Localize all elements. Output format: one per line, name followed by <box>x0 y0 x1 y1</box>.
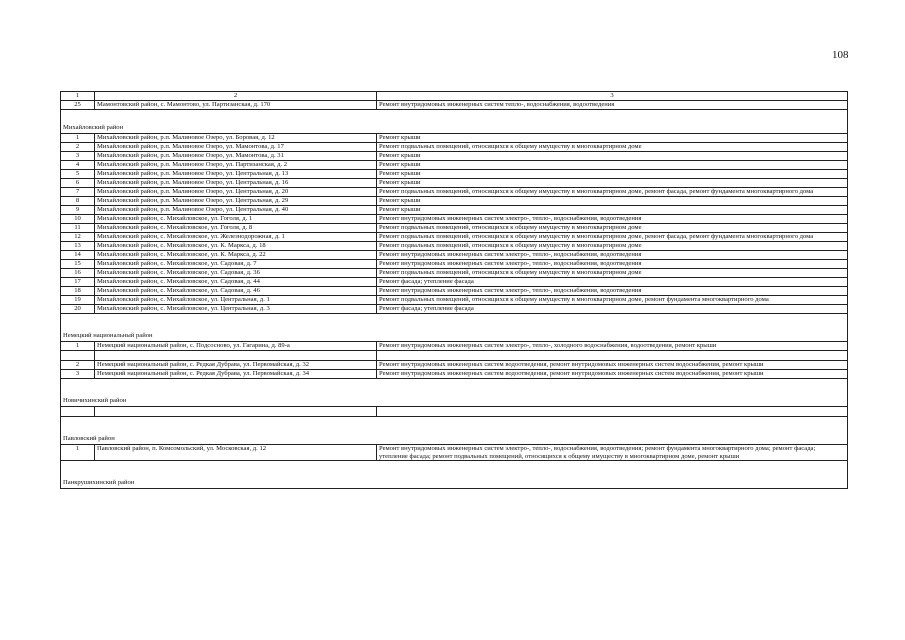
row-work-type: Ремонт крыши <box>377 196 848 205</box>
blank-cell <box>61 406 95 416</box>
table-row <box>61 160 848 169</box>
row-work-type: Ремонт крыши <box>377 160 848 169</box>
row-work-type: Ремонт крыши <box>377 178 848 187</box>
row-number: 14 <box>61 250 95 259</box>
row-number: 1 <box>61 341 95 350</box>
row-address: Михайловский район, р.п. Малиновое Озеро, ул. Центральная, д. 16 <box>95 178 377 187</box>
row-work-type: Ремонт крыши <box>377 133 848 142</box>
row-address: Михайловский район, с. Михайловское, ул. Гоголя, д. 1 <box>95 214 377 223</box>
row-work-type: Ремонт подвальных помещений, относящихся к общему имуществу в многоквартирном доме <box>377 223 848 232</box>
row-address: Михайловский район, с. Михайловское, ул. Центральная, д. 1 <box>95 295 377 304</box>
table-row <box>61 214 848 223</box>
row-address: Немецкий национальный район, с. Подсосново, ул. Гагарина, д. 89-а <box>95 341 377 350</box>
table-row <box>61 341 848 350</box>
table-row <box>61 259 848 268</box>
district-title: Немецкий национальный район <box>61 313 848 341</box>
table-row <box>61 196 848 205</box>
row-work-type: Ремонт подвальных помещений, относящихся к общему имуществу в многоквартирном доме <box>377 142 848 151</box>
row-number: 11 <box>61 223 95 232</box>
blank-row <box>61 406 848 416</box>
table-row <box>61 142 848 151</box>
row-work-type: Ремонт внутридомовых инженерных систем водоотведения, ремонт внутридомовых инженерных систем водоснабжения, ремонт крыши <box>377 369 848 378</box>
row-number: 6 <box>61 178 95 187</box>
row-number: 3 <box>61 151 95 160</box>
row-address: Михайловский район, с. Михайловское, ул. К. Маркса, д. 22 <box>95 250 377 259</box>
row-number: 18 <box>61 286 95 295</box>
row-work-type: Ремонт внутридомовых инженерных систем тепло-, водоснабжения, водоотведения <box>377 101 848 110</box>
table-row <box>61 241 848 250</box>
row-number: 19 <box>61 295 95 304</box>
table-row <box>61 286 848 295</box>
row-address: Михайловский район, р.п. Малиновое Озеро, ул. Центральная, д. 13 <box>95 169 377 178</box>
row-address: Михайловский район, с. Михайловское, ул. Садовая, д. 46 <box>95 286 377 295</box>
row-number: 12 <box>61 232 95 241</box>
row-work-type: Ремонт фасада; утепление фасада <box>377 277 848 286</box>
row-address: Немецкий национальный район, с. Редкая Дубрава, ул. Первомайская, д. 34 <box>95 369 377 378</box>
row-work-type: Ремонт подвальных помещений, относящихся к общему имуществу в многоквартирном доме <box>377 268 848 277</box>
row-number: 7 <box>61 187 95 196</box>
row-address: Михайловский район, р.п. Малиновое Озеро, ул. Боровая, д. 12 <box>95 133 377 142</box>
row-address: Михайловский район, р.п. Малиновое Озеро, ул. Мамонтова, д. 17 <box>95 142 377 151</box>
row-address: Михайловский район, с. Михайловское, ул. Гоголя, д. 8 <box>95 223 377 232</box>
row-address: Михайловский район, р.п. Малиновое Озеро, ул. Мамонтова, д. 31 <box>95 151 377 160</box>
row-work-type: Ремонт подвальных помещений, относящихся к общему имуществу в многоквартирном доме, ремонт фасада, ремонт фундамента многоквартирного дома <box>377 232 848 241</box>
table-row <box>61 151 848 160</box>
district-section-row <box>61 461 848 489</box>
row-number: 8 <box>61 196 95 205</box>
table-row <box>61 101 848 110</box>
row-work-type: Ремонт внутридомовых инженерных систем электро-, тепло-, водоснабжения, водоотведения <box>377 259 848 268</box>
blank-row <box>61 350 848 360</box>
table-row <box>61 250 848 259</box>
row-number: 5 <box>61 169 95 178</box>
table-row <box>61 295 848 304</box>
blank-cell <box>377 350 848 360</box>
row-work-type: Ремонт подвальных помещений, относящихся к общему имуществу в многоквартирном доме, ремонт фундамента многоквартирного дома <box>377 295 848 304</box>
row-work-type: Ремонт внутридомовых инженерных систем водоотведения, ремонт внутридомовых инженерных систем водоснабжения, ремонт крыши <box>377 360 848 369</box>
row-address: Михайловский район, р.п. Малиновое Озеро, ул. Партизанская, д. 2 <box>95 160 377 169</box>
row-work-type: Ремонт внутридомовых инженерных систем электро-, тепло-, водоснабжения, водоотведения; ремонт фундамента многоквартирного дома; ремонт фасада; утепление фасада; ремонт подвальных помещений, относящихся к общему имуществу в многоквартирном доме, ремонт крыши <box>377 444 848 461</box>
page-number: 108 <box>832 49 849 61</box>
row-number: 13 <box>61 241 95 250</box>
table-row <box>61 232 848 241</box>
table-row <box>61 133 848 142</box>
row-address: Михайловский район, с. Михайловское, ул. Садовая, д. 44 <box>95 277 377 286</box>
table-row <box>61 223 848 232</box>
row-address: Павловский район, п. Комсомольский, ул. Московская, д. 12 <box>95 444 377 461</box>
table-row <box>61 178 848 187</box>
row-number: 15 <box>61 259 95 268</box>
table-row <box>61 360 848 369</box>
district-title: Панкрушихинский район <box>61 461 848 489</box>
table-row <box>61 369 848 378</box>
table-row <box>61 277 848 286</box>
row-number: 2 <box>61 142 95 151</box>
row-work-type: Ремонт крыши <box>377 151 848 160</box>
blank-cell <box>95 406 377 416</box>
row-address: Михайловский район, с. Михайловское, ул. Центральная, д. 3 <box>95 304 377 313</box>
district-title: Павловский район <box>61 416 848 444</box>
row-number: 16 <box>61 268 95 277</box>
row-work-type: Ремонт внутридомовых инженерных систем электро-, тепло-, водоснабжения, водоотведения <box>377 250 848 259</box>
table-row <box>61 444 848 461</box>
district-title: Михайловский район <box>61 110 848 134</box>
row-address: Михайловский район, р.п. Малиновое Озеро, ул. Центральная, д. 20 <box>95 187 377 196</box>
row-work-type: Ремонт внутридомовых инженерных систем электро-, тепло-, водоснабжения, водоотведения <box>377 286 848 295</box>
blank-cell <box>377 406 848 416</box>
row-number: 3 <box>61 369 95 378</box>
row-work-type: Ремонт фасада; утепление фасада <box>377 304 848 313</box>
row-address: Михайловский район, р.п. Малиновое Озеро, ул. Центральная, д. 29 <box>95 196 377 205</box>
table-row <box>61 205 848 214</box>
row-address: Михайловский район, с. Михайловское, ул. К. Маркса, д. 18 <box>95 241 377 250</box>
row-work-type: Ремонт внутридомовых инженерных систем электро-, тепло-, холодного водоснабжения, водоотведения, ремонт крыши <box>377 341 848 350</box>
table-row <box>61 169 848 178</box>
row-number: 25 <box>61 101 95 110</box>
district-section-row <box>61 416 848 444</box>
row-number: 20 <box>61 304 95 313</box>
row-address: Немецкий национальный район, с. Редкая Дубрава, ул. Первомайская, д. 32 <box>95 360 377 369</box>
row-number: 9 <box>61 205 95 214</box>
district-title: Новичихинский район <box>61 378 848 406</box>
row-work-type: Ремонт крыши <box>377 205 848 214</box>
row-number: 10 <box>61 214 95 223</box>
row-address: Михайловский район, с. Михайловское, ул. Садовая, д. 36 <box>95 268 377 277</box>
header-col-3: 3 <box>377 92 848 101</box>
table-header-row <box>61 92 848 101</box>
row-work-type: Ремонт крыши <box>377 169 848 178</box>
row-work-type: Ремонт подвальных помещений, относящихся к общему имуществу в многоквартирном доме <box>377 241 848 250</box>
row-address: Мамонтовский район, с. Мамонтово, ул. Партизанская, д. 170 <box>95 101 377 110</box>
row-address: Михайловский район, р.п. Малиновое Озеро, ул. Центральная, д. 40 <box>95 205 377 214</box>
blank-cell <box>61 350 95 360</box>
row-number: 4 <box>61 160 95 169</box>
row-number: 1 <box>61 133 95 142</box>
row-number: 2 <box>61 360 95 369</box>
row-number: 17 <box>61 277 95 286</box>
repair-program-table <box>60 91 848 489</box>
table-row <box>61 304 848 313</box>
header-col-2: 2 <box>95 92 377 101</box>
district-section-row <box>61 110 848 134</box>
row-address: Михайловский район, с. Михайловское, ул. Железнодорожная, д. 1 <box>95 232 377 241</box>
row-work-type: Ремонт подвальных помещений, относящихся к общему имуществу в многоквартирном доме, ремонт фасада, ремонт фундамента многоквартирного дома <box>377 187 848 196</box>
header-col-1: 1 <box>61 92 95 101</box>
blank-cell <box>95 350 377 360</box>
district-section-row <box>61 378 848 406</box>
row-work-type: Ремонт внутридомовых инженерных систем электро-, тепло-, водоснабжения, водоотведения <box>377 214 848 223</box>
row-address: Михайловский район, с. Михайловское, ул. Садовая, д. 7 <box>95 259 377 268</box>
table-row <box>61 268 848 277</box>
district-section-row <box>61 313 848 341</box>
row-number: 1 <box>61 444 95 461</box>
table-row <box>61 187 848 196</box>
